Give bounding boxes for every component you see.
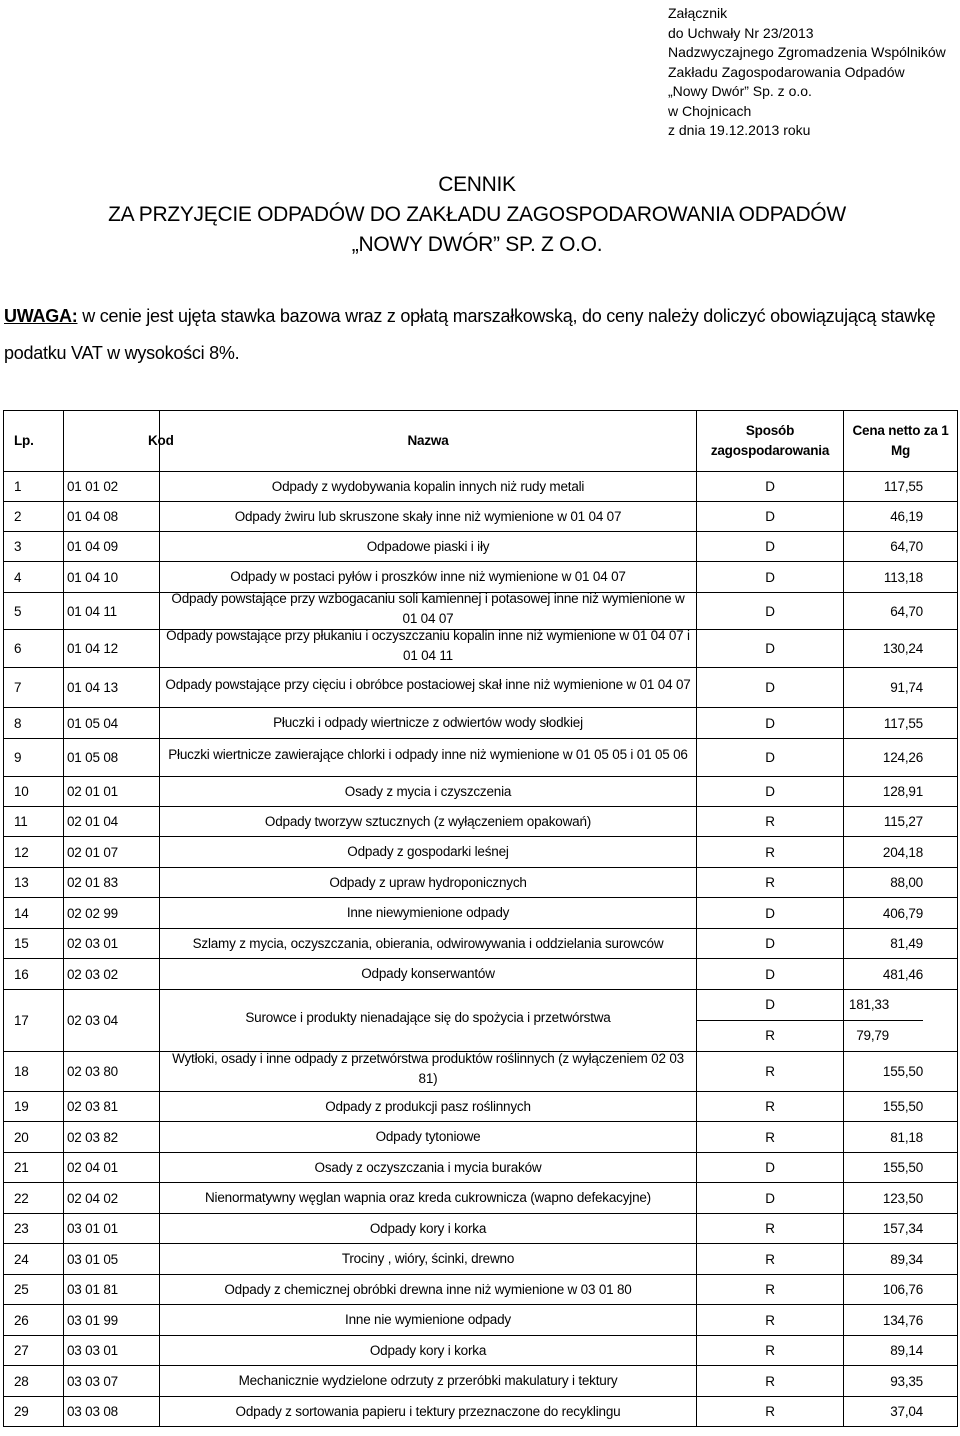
cell-lp: 17 <box>4 990 64 1052</box>
cell-code: 01 04 08 <box>64 502 160 532</box>
cell-method: D <box>697 562 844 593</box>
table-row <box>4 929 958 959</box>
cell-method: R <box>697 1092 844 1122</box>
cell-method: D <box>697 1183 844 1214</box>
cell-name <box>160 807 697 837</box>
cell-lp: 5 <box>4 593 64 630</box>
cell-price: 406,79 <box>844 898 958 929</box>
attachment-line: Nadzwyczajnego Zgromadzenia Wspólników <box>668 44 946 60</box>
cell-code: 02 01 07 <box>64 837 160 868</box>
table-row <box>4 1153 958 1183</box>
cell-name-text: Surowce i produkty nienadające się do spożycia i przetwórstwa <box>245 1010 611 1025</box>
cell-lp: 21 <box>4 1153 64 1183</box>
cell-name-text: Płuczki i odpady wiertnicze z odwiertów wody słodkiej <box>273 715 583 730</box>
cell-name <box>160 668 697 708</box>
cell-name <box>160 1305 697 1336</box>
cell-method: R <box>697 1305 844 1336</box>
cell-name-text: Odpady w postaci pyłów i proszków inne niż wymienione w 01 04 07 <box>230 569 626 584</box>
attachment-line: Zakładu Zagospodarowania Odpadów <box>668 63 905 80</box>
cell-price: 106,76 <box>844 1275 958 1305</box>
cell-price: 115,27 <box>844 807 958 837</box>
cell-lp: 9 <box>4 739 64 777</box>
cell-price: 81,18 <box>844 1122 958 1153</box>
table-row <box>4 708 958 739</box>
cell-code: 01 01 02 <box>64 472 160 502</box>
cell-name-text: Odpady z gospodarki leśnej <box>347 844 509 859</box>
cell-name-text: Mechanicznie wydzielone odrzuty z przeróbki makulatury i tektury <box>238 1373 618 1388</box>
cell-method-b: R <box>765 1028 775 1043</box>
table-row <box>4 532 958 562</box>
cell-name-text: Odpady powstające przy wzbogacaniu soli kamiennej i potasowej inne niż wymienione w 01 04 07 <box>171 590 685 626</box>
cell-name <box>160 898 697 929</box>
attachment-line: do Uchwały Nr 23/2013 <box>668 24 814 41</box>
cell-lp: 1 <box>4 472 64 502</box>
table-row <box>4 1052 958 1092</box>
table-row <box>4 1336 958 1366</box>
cell-name-text: Odpady z sortowania papieru i tektury przeznaczone do recyklingu <box>235 1403 621 1419</box>
cell-price <box>844 990 958 1052</box>
cell-name-text: Odpady z upraw hydroponicznych <box>329 874 527 890</box>
cell-lp: 13 <box>4 868 64 898</box>
table-row <box>4 1214 958 1244</box>
cell-name <box>160 1366 697 1397</box>
cell-name-text: Odpady żwiru lub skruszone skały inne niż wymienione w 01 04 07 <box>234 508 622 524</box>
cell-code: 02 01 04 <box>64 807 160 837</box>
cell-name-text: Inne niewymienione odpady <box>346 905 510 920</box>
cell-lp: 7 <box>4 668 64 708</box>
cell-lp: 26 <box>4 1305 64 1336</box>
table-row <box>4 630 958 668</box>
table-header-row <box>4 411 958 472</box>
cell-price: 157,34 <box>844 1214 958 1244</box>
cell-lp: 28 <box>4 1366 64 1397</box>
cell-name <box>160 708 697 739</box>
cell-name <box>160 472 697 502</box>
cell-name <box>160 1244 697 1275</box>
price-table <box>3 410 958 1427</box>
cell-price: 481,46 <box>844 959 958 990</box>
cell-method: R <box>697 1214 844 1244</box>
cell-price: 113,18 <box>844 562 958 593</box>
cell-price: 46,19 <box>844 502 958 532</box>
cell-lp: 8 <box>4 708 64 739</box>
cell-lp: 6 <box>4 630 64 668</box>
cell-name-text: Odpady konserwantów <box>361 966 495 981</box>
cell-name <box>160 868 697 898</box>
cell-price-a: 181,33 <box>844 990 923 1021</box>
cell-code: 02 03 81 <box>64 1092 160 1122</box>
cell-code: 01 04 13 <box>64 668 160 708</box>
cell-price: 91,74 <box>844 668 958 708</box>
cell-method: D <box>697 708 844 739</box>
cell-price: 134,76 <box>844 1305 958 1336</box>
attachment-line: Załącznik <box>668 5 728 21</box>
table-row <box>4 1305 958 1336</box>
cell-name <box>160 590 697 630</box>
cell-lp: 29 <box>4 1397 64 1427</box>
table-row <box>4 1397 958 1427</box>
cell-price: 81,49 <box>844 929 958 959</box>
table-row <box>4 1244 958 1275</box>
cell-name <box>160 502 697 532</box>
cell-price: 64,70 <box>844 593 958 630</box>
cell-name-text: Odpady powstające przy płukaniu i oczyszczaniu kopalin inne niż wymienione w 01 04 07 i 01 04 11 <box>166 628 690 663</box>
cell-code: 02 03 01 <box>64 929 160 959</box>
cell-lp: 3 <box>4 532 64 562</box>
cell-price: 155,50 <box>844 1153 958 1183</box>
cell-code: 01 04 11 <box>64 593 160 630</box>
cell-name <box>160 532 697 562</box>
table-row <box>4 502 958 532</box>
cell-code: 02 03 80 <box>64 1052 160 1092</box>
cell-name <box>160 739 697 777</box>
cell-name <box>160 1183 697 1214</box>
cell-price: 64,70 <box>844 532 958 562</box>
table-row <box>4 1183 958 1214</box>
cell-code: 02 01 83 <box>64 868 160 898</box>
table-row <box>4 807 958 837</box>
cell-code: 02 03 02 <box>64 959 160 990</box>
cell-name <box>160 1275 697 1305</box>
cell-name <box>160 1153 697 1183</box>
cell-method: R <box>697 1397 844 1427</box>
cell-lp: 10 <box>4 777 64 807</box>
cell-name-text: Inne nie wymienione odpady <box>345 1312 511 1327</box>
cell-lp: 11 <box>4 807 64 837</box>
cell-method: D <box>697 532 844 562</box>
cell-price: 89,14 <box>844 1336 958 1366</box>
attachment-line: z dnia 19.12.2013 roku <box>668 122 811 138</box>
cell-name-text: Odpady kory i korka <box>369 1220 487 1236</box>
cell-name-text: Odpady tytoniowe <box>375 1129 481 1144</box>
title-line: CENNIK <box>438 173 516 196</box>
cell-code: 02 04 01 <box>64 1153 160 1183</box>
cell-lp: 2 <box>4 502 64 532</box>
attachment-line: w Chojnicach <box>668 102 752 119</box>
cell-method: D <box>697 593 844 630</box>
cell-name <box>160 777 697 807</box>
cell-code: 01 05 08 <box>64 739 160 777</box>
cell-name <box>160 1052 697 1092</box>
cell-lp: 24 <box>4 1244 64 1275</box>
cell-method: R <box>697 1275 844 1305</box>
table-row <box>4 1366 958 1397</box>
table-row <box>4 668 958 708</box>
header-method: Sposób zagospodarowania <box>697 411 844 472</box>
cell-lp: 14 <box>4 898 64 929</box>
cell-method: D <box>697 502 844 532</box>
cell-code: 01 04 12 <box>64 630 160 668</box>
table-row <box>4 593 958 630</box>
cell-price: 117,55 <box>844 708 958 739</box>
cell-name <box>160 1122 697 1153</box>
cell-price: 128,91 <box>844 777 958 807</box>
cell-lp: 16 <box>4 959 64 990</box>
cell-name-text: Płuczki wiertnicze zawierające chlorki i odpady inne niż wymienione w 01 05 05 i 01 05 06 <box>168 747 688 762</box>
header-lp: Lp. <box>4 411 64 472</box>
cell-code: 02 03 82 <box>64 1122 160 1153</box>
cell-code: 02 04 02 <box>64 1183 160 1214</box>
cell-code: 02 03 04 <box>64 990 160 1052</box>
cell-method: D <box>697 777 844 807</box>
document-title <box>0 170 954 260</box>
cell-price: 117,55 <box>844 472 958 502</box>
title-line: ZA PRZYJĘCIE ODPADÓW DO ZAKŁADU ZAGOSPODAROWANIA ODPADÓW <box>108 203 846 226</box>
cell-method: R <box>697 1244 844 1275</box>
cell-method: D <box>697 898 844 929</box>
note-text: w cenie jest ujęta stawka bazowa wraz z opłatą marszałkowską, do ceny należy doliczyć obowiązującą stawkę podatku VAT w wysokości 8%. <box>4 306 936 363</box>
cell-method: R <box>697 1336 844 1366</box>
cell-name-text: Odpady z produkcji pasz roślinnych <box>325 1098 531 1114</box>
cell-lp: 23 <box>4 1214 64 1244</box>
cell-price: 89,34 <box>844 1244 958 1275</box>
cell-lp: 12 <box>4 837 64 868</box>
cell-price: 130,24 <box>844 630 958 668</box>
cell-method: D <box>697 472 844 502</box>
cell-method <box>697 990 844 1052</box>
cell-name-text: Odpady kory i korka <box>369 1342 487 1358</box>
cell-name <box>160 929 697 959</box>
cell-code: 03 03 01 <box>64 1336 160 1366</box>
cell-lp: 18 <box>4 1052 64 1092</box>
cell-code: 03 03 08 <box>64 1397 160 1427</box>
cell-method: R <box>697 868 844 898</box>
cell-name-text: Wytłoki, osady i inne odpady z przetwórstwa produktów roślinnych (z wyłączeniem 02 03 81) <box>172 1051 684 1086</box>
cell-lp: 19 <box>4 1092 64 1122</box>
cell-code: 03 01 01 <box>64 1214 160 1244</box>
cell-name-text: Osady z mycia i czyszczenia <box>344 783 512 799</box>
cell-code: 02 02 99 <box>64 898 160 929</box>
cell-name-text: Osady z oczyszczania i mycia buraków <box>314 1159 542 1175</box>
table-row <box>4 837 958 868</box>
cell-lp: 20 <box>4 1122 64 1153</box>
cell-method: R <box>697 1052 844 1092</box>
cell-name-text: Odpady powstające przy cięciu i obróbce postaciowej skał inne niż wymienione w 01 04 07 <box>165 677 691 692</box>
title-line: „NOWY DWÓR” SP. Z O.O. <box>351 233 603 256</box>
table-row <box>4 959 958 990</box>
cell-lp: 27 <box>4 1336 64 1366</box>
cell-name-text: Odpadowe piaski i iły <box>366 538 490 554</box>
cell-method: D <box>697 630 844 668</box>
cell-lp: 25 <box>4 1275 64 1305</box>
cell-price: 204,18 <box>844 837 958 868</box>
cell-price-b: 79,79 <box>856 1028 889 1043</box>
cell-name <box>160 630 697 668</box>
table-row <box>4 1122 958 1153</box>
cell-name-text: Odpady z chemicznej obróbki drewna inne niż wymienione w 03 01 80 <box>224 1281 632 1297</box>
table-row <box>4 1275 958 1305</box>
table-row <box>4 777 958 807</box>
cell-name-text: Trociny , wióry, ścinki, drewno <box>341 1251 515 1266</box>
cell-method: D <box>697 739 844 777</box>
attachment-header <box>668 4 946 141</box>
cell-method: R <box>697 1122 844 1153</box>
cell-code: 03 01 99 <box>64 1305 160 1336</box>
cell-name-text: Nienormatywny węglan wapnia oraz kreda cukrownicza (wapno defekacyjne) <box>205 1190 651 1205</box>
cell-price: 123,50 <box>844 1183 958 1214</box>
cell-name-text: Odpady z wydobywania kopalin innych niż rudy metali <box>271 478 585 494</box>
cell-price: 155,50 <box>844 1052 958 1092</box>
cell-name <box>160 1092 697 1122</box>
cell-lp: 22 <box>4 1183 64 1214</box>
table-row <box>4 868 958 898</box>
cell-name <box>160 1397 697 1427</box>
cell-price: 93,35 <box>844 1366 958 1397</box>
cell-price: 155,50 <box>844 1092 958 1122</box>
cell-name-text: Odpady tworzyw sztucznych (z wyłączeniem opakowań) <box>264 813 592 829</box>
cell-method-a: D <box>697 990 843 1021</box>
cell-method: D <box>697 1153 844 1183</box>
cell-code: 01 04 09 <box>64 532 160 562</box>
table-row <box>4 472 958 502</box>
vat-note <box>4 298 954 372</box>
table-row <box>4 990 958 1052</box>
cell-name <box>160 990 697 1052</box>
table-row <box>4 739 958 777</box>
header-name: Nazwa <box>160 411 697 472</box>
cell-method: D <box>697 929 844 959</box>
cell-code: 01 04 10 <box>64 562 160 593</box>
attachment-line: „Nowy Dwór” Sp. z o.o. <box>668 83 812 99</box>
cell-lp: 4 <box>4 562 64 593</box>
cell-code: 02 01 01 <box>64 777 160 807</box>
header-price: Cena netto za 1 Mg <box>844 411 958 472</box>
cell-method: D <box>697 959 844 990</box>
cell-code: 03 01 81 <box>64 1275 160 1305</box>
cell-code: 03 01 05 <box>64 1244 160 1275</box>
cell-code: 03 03 07 <box>64 1366 160 1397</box>
cell-name-text: Szlamy z mycia, oczyszczania, obierania, odwirowywania i oddzielania surowców <box>192 935 664 951</box>
note-label: UWAGA: <box>4 306 78 326</box>
header-code: Kod <box>64 411 160 472</box>
cell-price: 88,00 <box>844 868 958 898</box>
cell-method: D <box>697 668 844 708</box>
cell-method: R <box>697 837 844 868</box>
cell-name <box>160 959 697 990</box>
cell-method: R <box>697 807 844 837</box>
cell-name <box>160 1214 697 1244</box>
cell-price: 37,04 <box>844 1397 958 1427</box>
cell-lp: 15 <box>4 929 64 959</box>
cell-name <box>160 837 697 868</box>
cell-method: R <box>697 1366 844 1397</box>
cell-code: 01 05 04 <box>64 708 160 739</box>
table-row <box>4 1092 958 1122</box>
table-row <box>4 898 958 929</box>
cell-price: 124,26 <box>844 739 958 777</box>
cell-name <box>160 1336 697 1366</box>
